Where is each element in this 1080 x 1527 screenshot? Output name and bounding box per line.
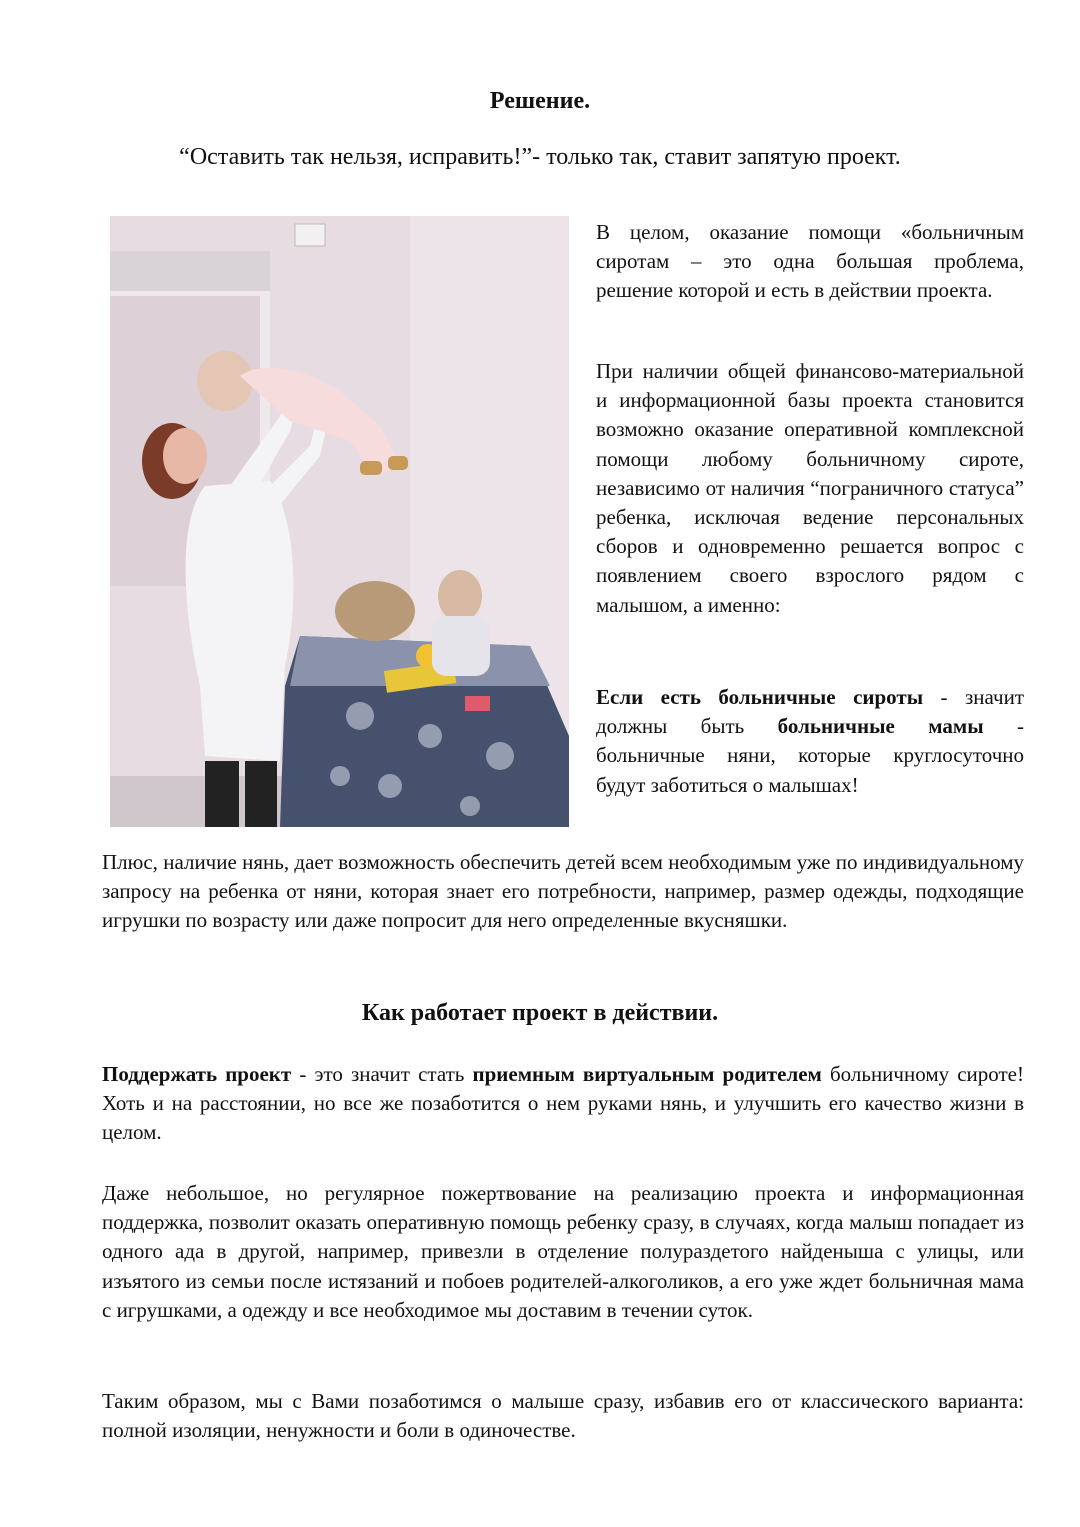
section-heading-how-it-works: Как работает проект в действии. [361,1000,719,1026]
paragraph-financial-base: При наличии общей финансово-материальной и информационной базы проекта становится возможно оказание оперативной комплексной помощи любому больничному сироте, независимо от наличия “пограничного статуса” ребенка, исключая ведение персональных сборов и одновременно решается вопрос с появлением своего взрослого рядом с малышом, а именно: [596,359,1024,617]
paragraph-support-project [102,1060,1024,1148]
project-quote: “Оставить так нельзя, исправить!”- только так, ставит запятую проект. [179,144,901,170]
photo-nanny-with-babies [110,216,569,827]
bold-hospital-moms: больничные мамы [777,714,984,739]
bold-virtual-parent: приемным виртуальным родителем [472,1062,822,1086]
paragraph-conclusion: Таким образом, мы с Вами позаботимся о малыше сразу, избавив его от классического варианта: полной изоляции, ненужности и боли в одиночестве. [102,1389,1024,1443]
bold-support-project: Поддержать проект [102,1062,292,1086]
bold-hospital-orphans: Если есть больничные сироты [596,685,924,709]
text-fragment: - это значит стать [291,1062,473,1086]
section-heading-solution: Решение. [489,88,591,114]
text-fragment: - значит должны быть [596,685,1024,739]
paragraph-nannies-benefit: Плюс, наличие нянь, дает возможность обеспечить детей всем необходимым уже по индивидуальному запросу на ребенка от няни, которая знает его потребности, например, размер одежды, подходящие игрушки по возрасту или даже попросит для него определенные вкусняшки. [102,850,1024,933]
paragraph-overview: В целом, оказание помощи «больничным сиротам – это одна большая проблема, решение которой и есть в действии проекта. [596,220,1024,303]
paragraph-hospital-moms [596,683,1024,800]
paragraph-donation: Даже небольшое, но регулярное пожертвование на реализацию проекта и информационная поддержка, позволит оказать оперативную помощь ребенку сразу, в случаях, когда малыш попадает из одного ада в другой, например, привезли в отделение полураздетого найденыша с улицы, или изъятого из семьи после истязаний и побоев родителей-алкоголиков, а его уже ждет больничная мама с игрушками, а одежду и все необходимое мы доставим в течении суток. [102,1181,1024,1322]
text-fragment: - больничные няни, которые круглосуточно будут заботиться о малышах! [596,714,1024,797]
text-fragment: больничному сироте! Хоть и на расстоянии, но все же позаботится о нем руками нянь, и улучшить его качество жизни в целом. [102,1062,1024,1145]
